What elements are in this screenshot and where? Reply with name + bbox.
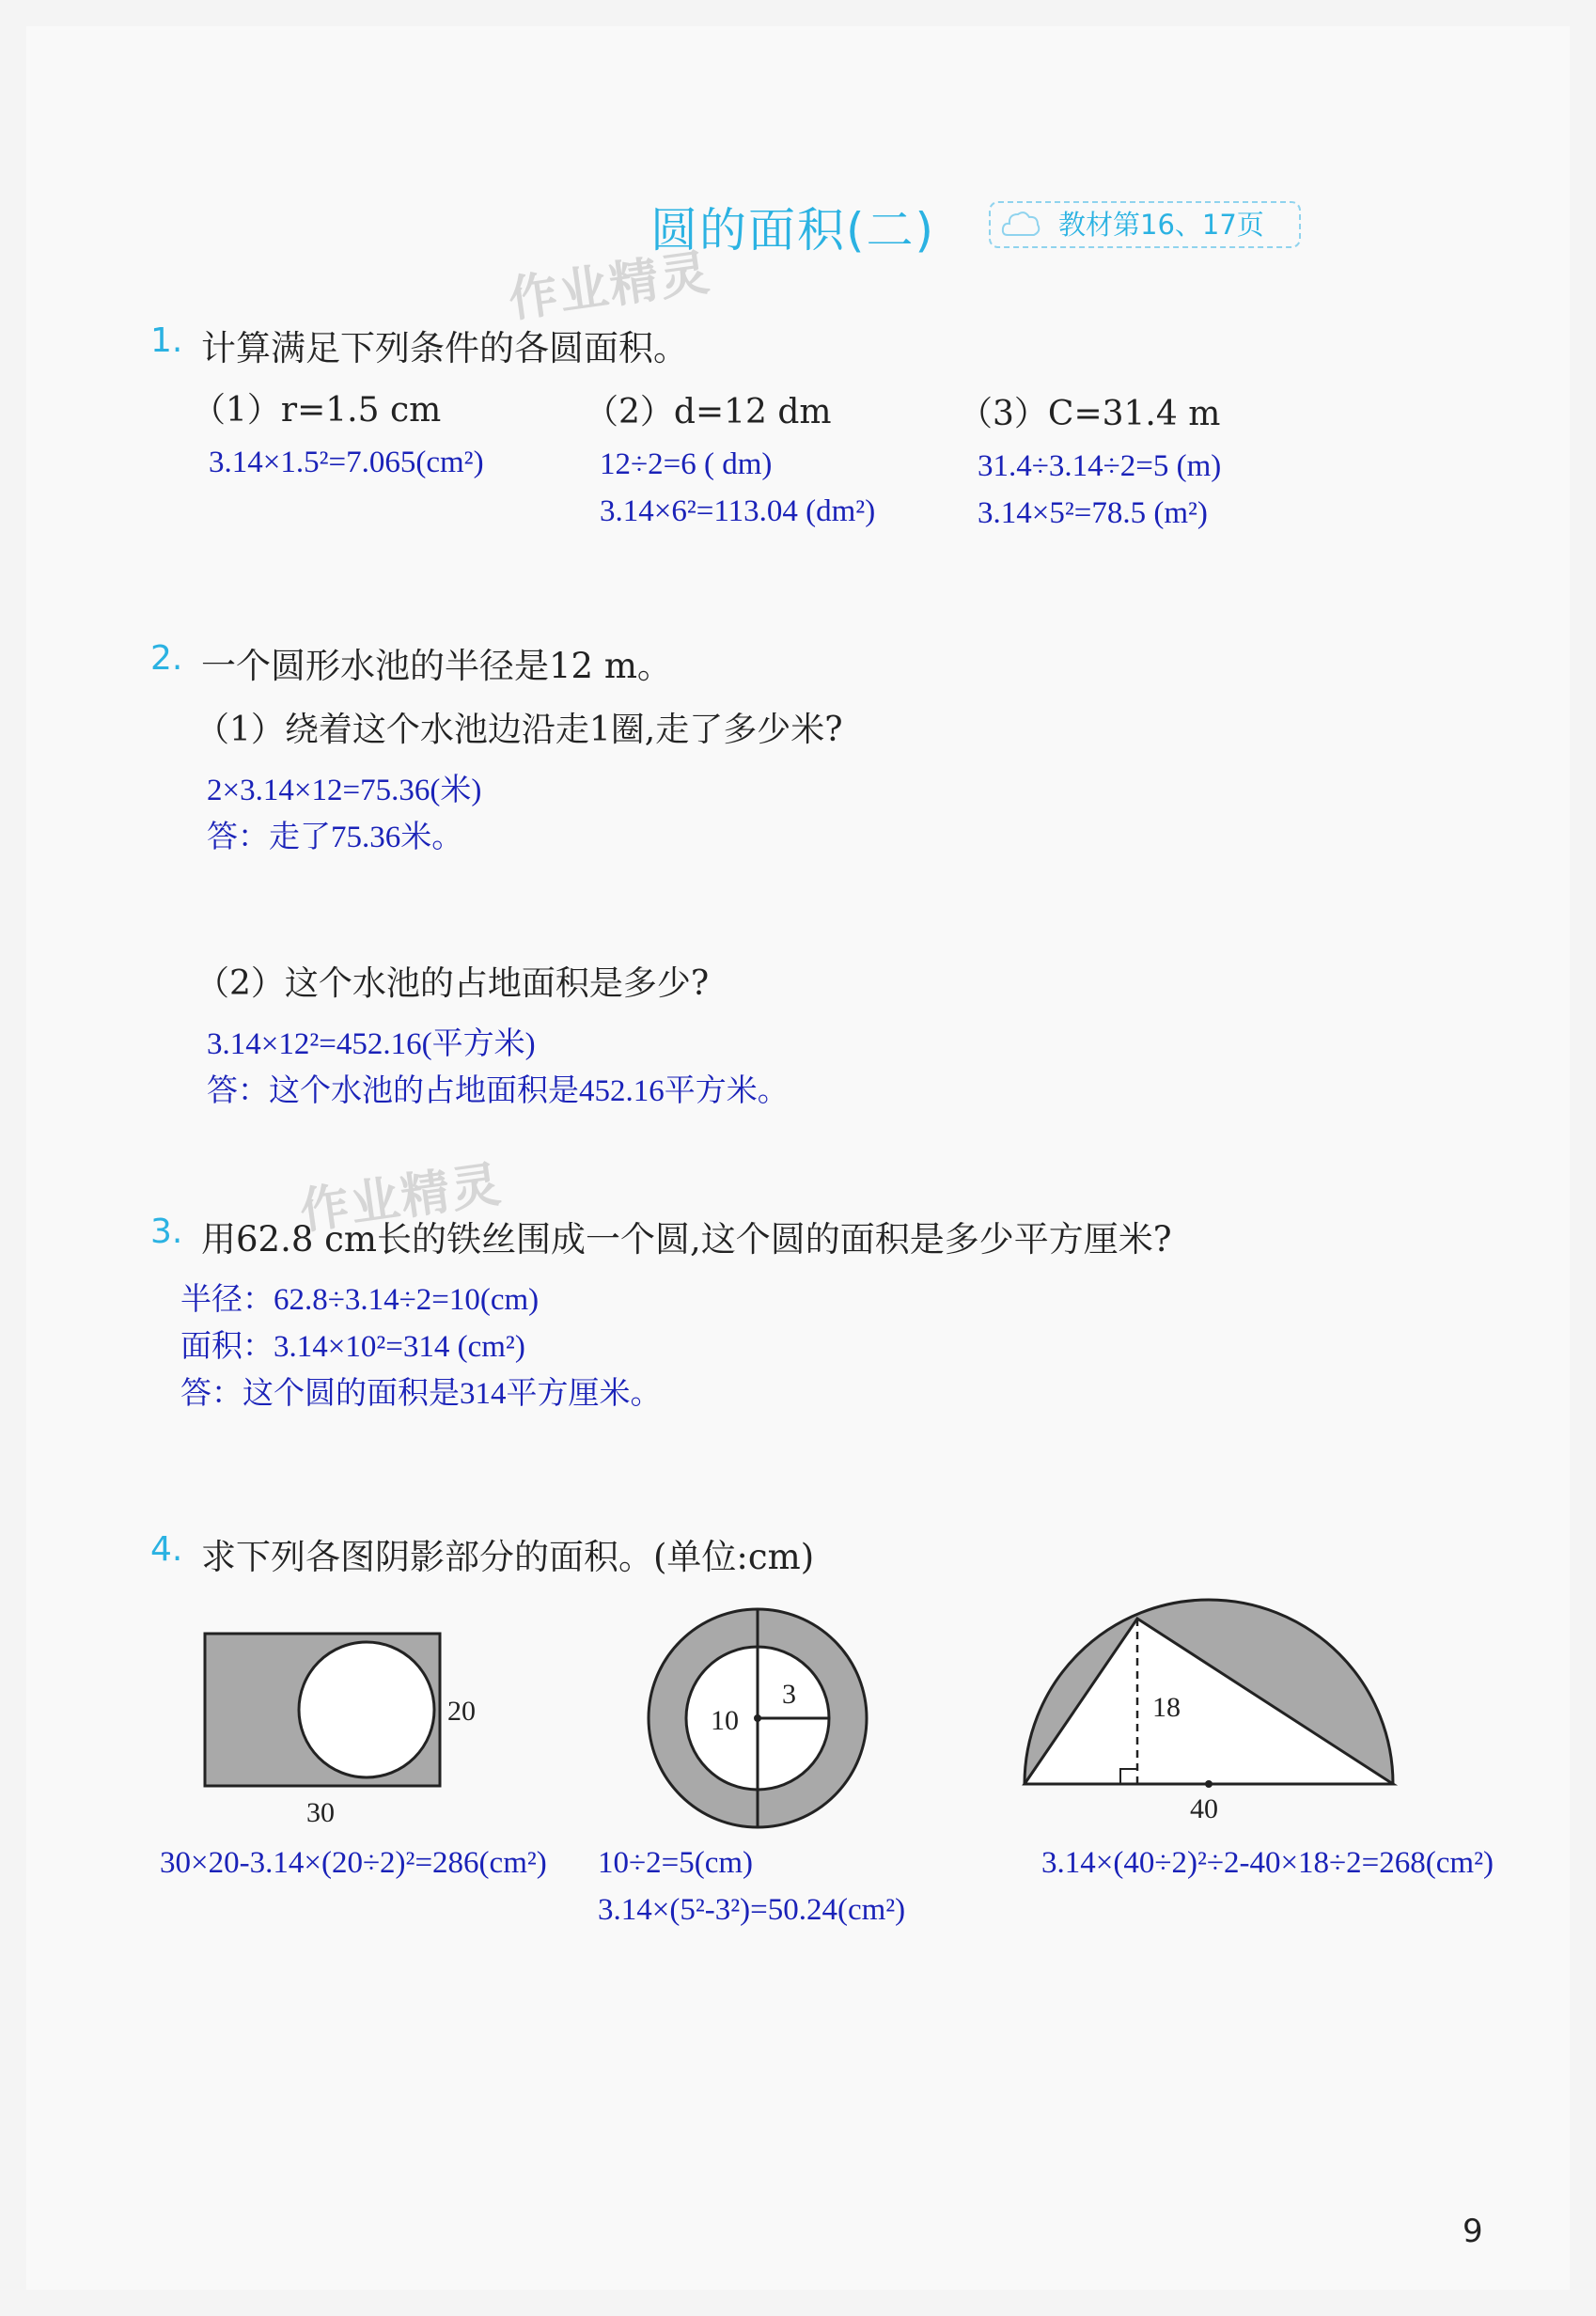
q2-sub2-answer-2: 答：这个水池的占地面积是452.16平方米。 (207, 1074, 789, 1108)
q2-sub1-text: （1）绕着这个水池边沿走1圈,走了多少米? (196, 711, 843, 749)
center-point (754, 1714, 761, 1722)
figure-semicircle-triangle (1015, 1588, 1410, 1823)
q4-number: 4. (150, 1530, 183, 1569)
q4-figure2-answer-2: 3.14×(5²-3²)=50.24(cm²) (598, 1893, 906, 1927)
q2-sub2-text: （2）这个水池的占地面积是多少? (196, 964, 710, 1003)
q4-figure1-answer-1: 30×20-3.14×(20÷2)²=286(cm²) (160, 1846, 547, 1880)
q3-text: 用62.8 cm长的铁丝围成一个圆,这个圆的面积是多少平方厘米? (201, 1219, 1172, 1260)
q4-figure3-answer-1: 3.14×(40÷2)²÷2-40×18÷2=268(cm²) (1041, 1846, 1494, 1880)
q3-answer-3: 答：这个圆的面积是314平方厘米。 (180, 1377, 662, 1411)
q1-part3-answer-2: 3.14×5²=78.5 (m²) (978, 496, 1208, 530)
q4-text: 求下列各图阴影部分的面积。(单位:cm) (201, 1537, 815, 1577)
q3-answer-1: 半径：62.8÷3.14÷2=10(cm) (180, 1283, 540, 1317)
semicircle-center-point (1205, 1780, 1213, 1788)
q1-text: 计算满足下列条件的各圆面积。 (201, 328, 688, 368)
inner-circle (299, 1642, 434, 1777)
figure1-height-label: 20 (447, 1696, 476, 1727)
figure3-height-label: 18 (1152, 1692, 1181, 1723)
q2-sub1-answer-1: 2×3.14×12=75.36(米) (207, 774, 482, 807)
q1-part2-answer-2: 3.14×6²=113.04 (dm²) (600, 494, 876, 528)
q1-number: 1. (150, 321, 183, 360)
figure3-base-label: 40 (1190, 1793, 1218, 1823)
q2-number: 2. (150, 639, 183, 678)
q2-sub1-answer-2: 答：走了75.36米。 (207, 821, 463, 854)
q1-part2-answer-1: 12÷2=6 ( dm) (600, 447, 773, 481)
watermark-middle: 作业精灵 (296, 1156, 506, 1241)
q1-part1-label: （1）r=1.5 cm (192, 391, 442, 430)
q3-number: 3. (150, 1213, 183, 1251)
q1-part2-label: （2）d=12 dm (585, 393, 832, 431)
q1-part1-answer-1: 3.14×1.5²=7.065(cm²) (209, 446, 484, 479)
q1-part3-answer-1: 31.4÷3.14÷2=5 (m) (978, 449, 1222, 483)
q2-sub2-answer-1: 3.14×12²=452.16(平方米) (207, 1027, 536, 1061)
figure-rectangle-circle (188, 1617, 508, 1842)
textbook-reference-badge (989, 201, 1301, 248)
textbook-reference-text: 教材第16、17页 (1058, 209, 1264, 241)
q4-figure2-answer-1: 10÷2=5(cm) (598, 1846, 754, 1880)
q2-text: 一个圆形水池的半径是12 m。 (201, 646, 672, 686)
watermark-top: 作业精灵 (505, 244, 714, 329)
page-number: 9 (1463, 2213, 1483, 2250)
page-title: 圆的面积(二) (650, 203, 936, 258)
figure-ring (639, 1598, 884, 1842)
cloud-icon (1000, 207, 1041, 243)
figure2-diameter-label: 10 (711, 1705, 739, 1736)
figure1-width-label: 30 (306, 1797, 335, 1828)
q3-answer-2: 面积：3.14×10²=314 (cm²) (180, 1330, 525, 1364)
q1-part3-label: （3）C=31.4 m (959, 395, 1221, 433)
figure2-radius-label: 3 (782, 1679, 796, 1710)
